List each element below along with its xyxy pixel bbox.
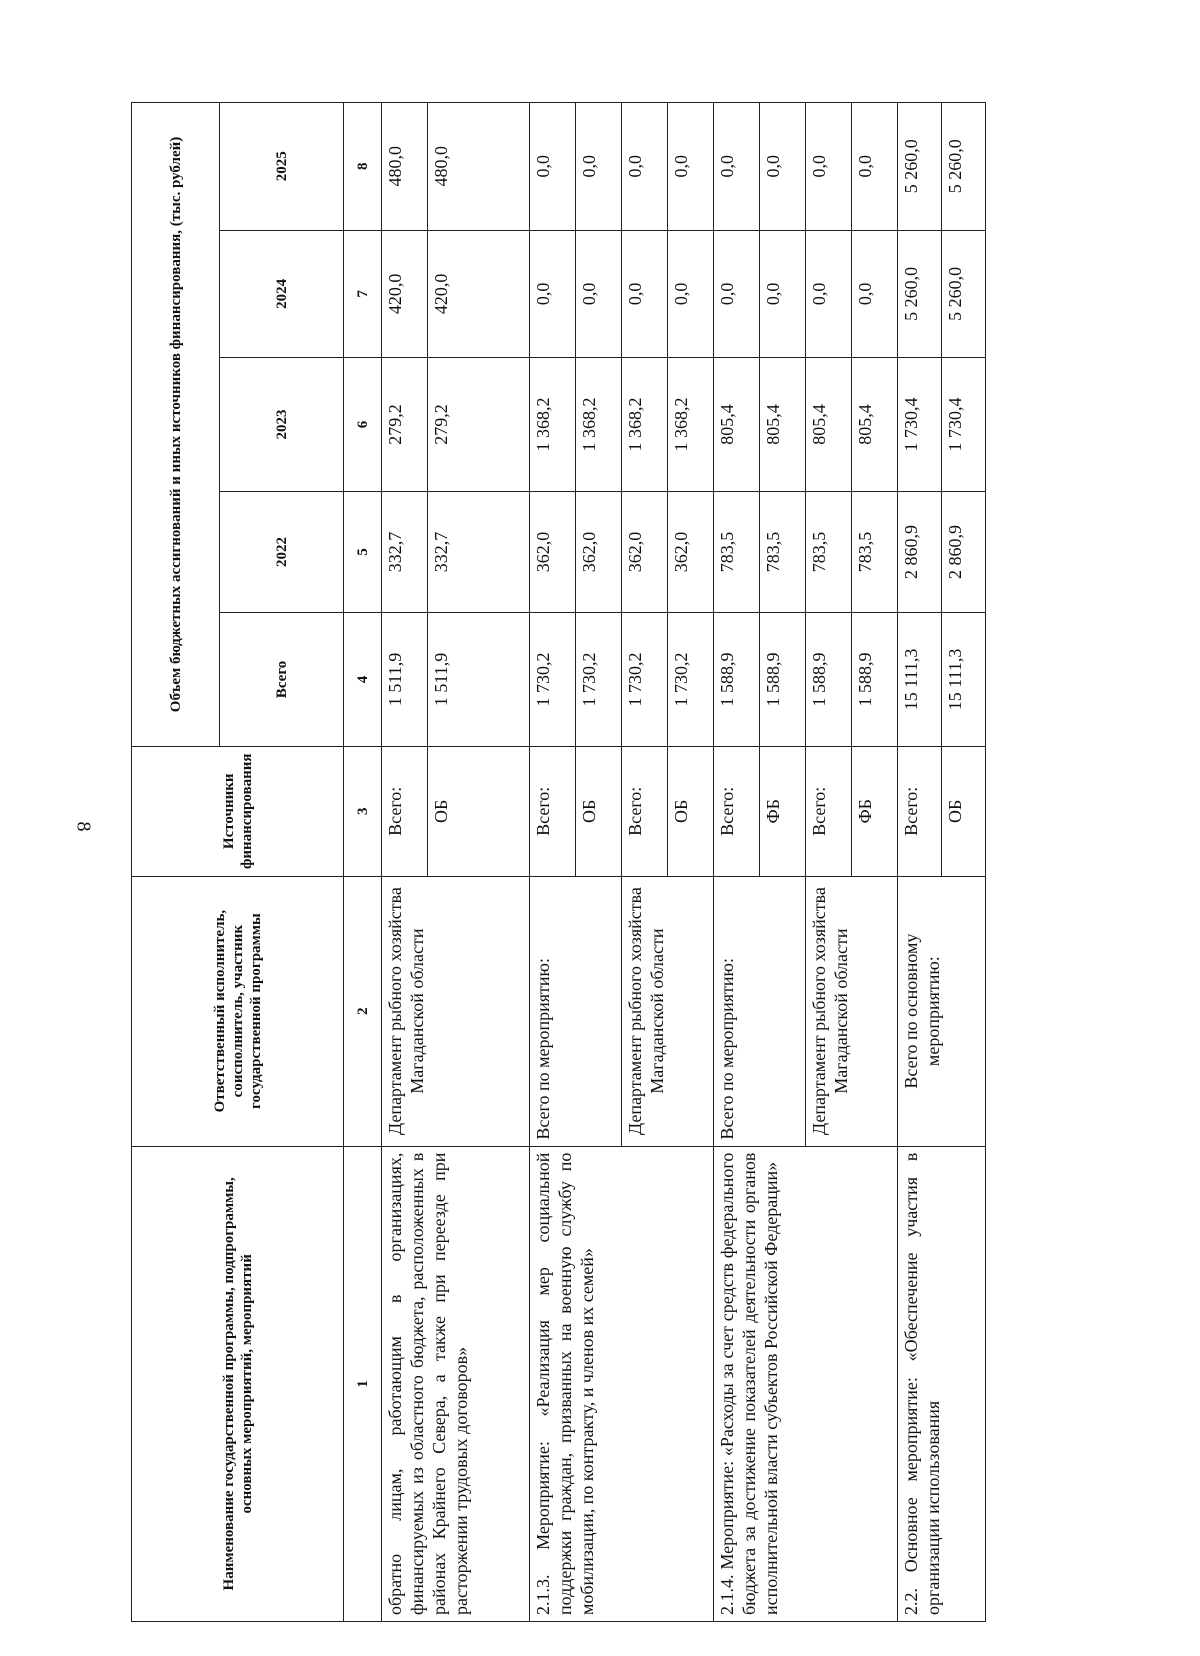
funding-source: ОБ (942, 746, 986, 876)
funding-source: Всего: (806, 746, 852, 876)
funding-source: Всего: (530, 746, 576, 876)
header-total: Всего (220, 612, 344, 746)
amount-2022: 783,5 (714, 492, 760, 613)
header-budget-group: Объем бюджетных ассигнований и иных источников финансирования, (тыс. рублей) (132, 103, 220, 747)
funding-source: Всего: (714, 746, 760, 876)
amount-2022: 2 860,9 (942, 492, 986, 613)
amount-2024: 0,0 (576, 230, 622, 357)
header-year-2022: 2022 (220, 492, 344, 613)
column-number: 8 (344, 103, 382, 231)
executor-total-label: Всего по мероприятию: (714, 876, 806, 1146)
amount-2024: 420,0 (428, 230, 530, 357)
amount-2025: 0,0 (668, 103, 714, 231)
table-row (714, 103, 760, 1622)
executor-name: Департамент рыбного хозяйства Магаданской области (622, 876, 714, 1146)
funding-source: ФБ (760, 746, 806, 876)
header-program-name: Наименование государственной программы, подпрограммы, основных мероприятий, мероприятий (132, 1146, 344, 1621)
amount-total: 1 511,9 (382, 612, 428, 746)
funding-source: ОБ (668, 746, 714, 876)
amount-2023: 805,4 (760, 358, 806, 492)
amount-2023: 805,4 (852, 358, 898, 492)
amount-2024: 5 260,0 (898, 230, 942, 357)
program-item-name: 2.2. Основное мероприятие: «Обеспечение участия в организации использования (898, 1146, 986, 1621)
amount-2022: 783,5 (760, 492, 806, 613)
funding-source: ОБ (576, 746, 622, 876)
amount-2025: 0,0 (576, 103, 622, 231)
amount-2024: 0,0 (760, 230, 806, 357)
header-year-2025: 2025 (220, 103, 344, 231)
amount-2022: 362,0 (668, 492, 714, 613)
header-year-2024: 2024 (220, 230, 344, 357)
table-row (898, 103, 942, 1622)
column-number: 1 (344, 1146, 382, 1621)
amount-2022: 362,0 (622, 492, 668, 613)
amount-total: 1 730,2 (530, 612, 576, 746)
amount-total: 1 511,9 (428, 612, 530, 746)
amount-2023: 1 368,2 (530, 358, 576, 492)
amount-2023: 279,2 (382, 358, 428, 492)
amount-total: 15 111,3 (898, 612, 942, 746)
header-year-2023: 2023 (220, 358, 344, 492)
funding-source: ФБ (852, 746, 898, 876)
amount-total: 1 730,2 (622, 612, 668, 746)
amount-2025: 5 260,0 (942, 103, 986, 231)
amount-2025: 0,0 (530, 103, 576, 231)
amount-2024: 0,0 (852, 230, 898, 357)
column-number: 7 (344, 230, 382, 357)
amount-2022: 332,7 (382, 492, 428, 613)
funding-source: Всего: (898, 746, 942, 876)
column-number: 2 (344, 876, 382, 1146)
amount-total: 1 588,9 (806, 612, 852, 746)
funding-source: Всего: (382, 746, 428, 876)
amount-2024: 0,0 (530, 230, 576, 357)
amount-2023: 1 368,2 (622, 358, 668, 492)
funding-source: ОБ (428, 746, 530, 876)
executor-total-label: Всего по мероприятию: (530, 876, 622, 1146)
header-executor: Ответственный исполнитель, соисполнитель, участник государственной программы (132, 876, 344, 1146)
amount-2025: 480,0 (428, 103, 530, 231)
amount-2023: 1 368,2 (576, 358, 622, 492)
budget-table (131, 102, 986, 1622)
amount-2023: 1 368,2 (668, 358, 714, 492)
executor-name: Департамент рыбного хозяйства Магаданской области (806, 876, 898, 1146)
amount-2022: 362,0 (530, 492, 576, 613)
column-number: 3 (344, 746, 382, 876)
column-numbers-row (344, 103, 382, 1622)
amount-2024: 420,0 (382, 230, 428, 357)
amount-2024: 0,0 (806, 230, 852, 357)
amount-total: 1 730,2 (668, 612, 714, 746)
table-header-row (132, 103, 220, 1622)
column-number: 6 (344, 358, 382, 492)
amount-2023: 1 730,4 (942, 358, 986, 492)
amount-2024: 0,0 (622, 230, 668, 357)
page-number: 8 (72, 821, 95, 832)
amount-total: 1 588,9 (760, 612, 806, 746)
amount-2022: 783,5 (806, 492, 852, 613)
amount-total: 1 730,2 (576, 612, 622, 746)
amount-2023: 1 730,4 (898, 358, 942, 492)
executor-name: Департамент рыбного хозяйства Магаданской области (382, 876, 530, 1146)
amount-2025: 0,0 (806, 103, 852, 231)
amount-total: 1 588,9 (852, 612, 898, 746)
amount-2022: 783,5 (852, 492, 898, 613)
amount-2024: 0,0 (714, 230, 760, 357)
amount-2023: 279,2 (428, 358, 530, 492)
amount-2025: 5 260,0 (898, 103, 942, 231)
table-row (530, 103, 576, 1622)
amount-2022: 362,0 (576, 492, 622, 613)
amount-2023: 805,4 (714, 358, 760, 492)
amount-2025: 0,0 (852, 103, 898, 231)
amount-2025: 0,0 (714, 103, 760, 231)
program-item-name: 2.1.4. Мероприятие: «Расходы за счет средств федерального бюджета за достижение показателей деятельности органов исполнительной власти субъектов Российской Федерации» (714, 1146, 898, 1621)
column-number: 4 (344, 612, 382, 746)
amount-2023: 805,4 (806, 358, 852, 492)
amount-2025: 0,0 (622, 103, 668, 231)
amount-2025: 0,0 (760, 103, 806, 231)
header-funding-source: Источники финансирования (132, 746, 344, 876)
amount-2024: 0,0 (668, 230, 714, 357)
program-item-name: обратно лицам, работающим в организациях, финансируемых из областного бюджета, расположенных в районах Крайнего Севера, а также при переезде при расторжении трудовых договоров» (382, 1146, 530, 1621)
amount-2022: 2 860,9 (898, 492, 942, 613)
amount-total: 1 588,9 (714, 612, 760, 746)
amount-2025: 480,0 (382, 103, 428, 231)
table-row (382, 103, 428, 1622)
funding-source: Всего: (622, 746, 668, 876)
program-item-name: 2.1.3. Мероприятие: «Реализация мер социальной поддержки граждан, призванных на военную службу по мобилизации, по контракту, и членов их семей» (530, 1146, 714, 1621)
amount-2024: 5 260,0 (942, 230, 986, 357)
executor-total-label: Всего по основному мероприятию: (898, 876, 986, 1146)
rotated-page (131, 102, 1131, 1622)
column-number: 5 (344, 492, 382, 613)
amount-total: 15 111,3 (942, 612, 986, 746)
amount-2022: 332,7 (428, 492, 530, 613)
